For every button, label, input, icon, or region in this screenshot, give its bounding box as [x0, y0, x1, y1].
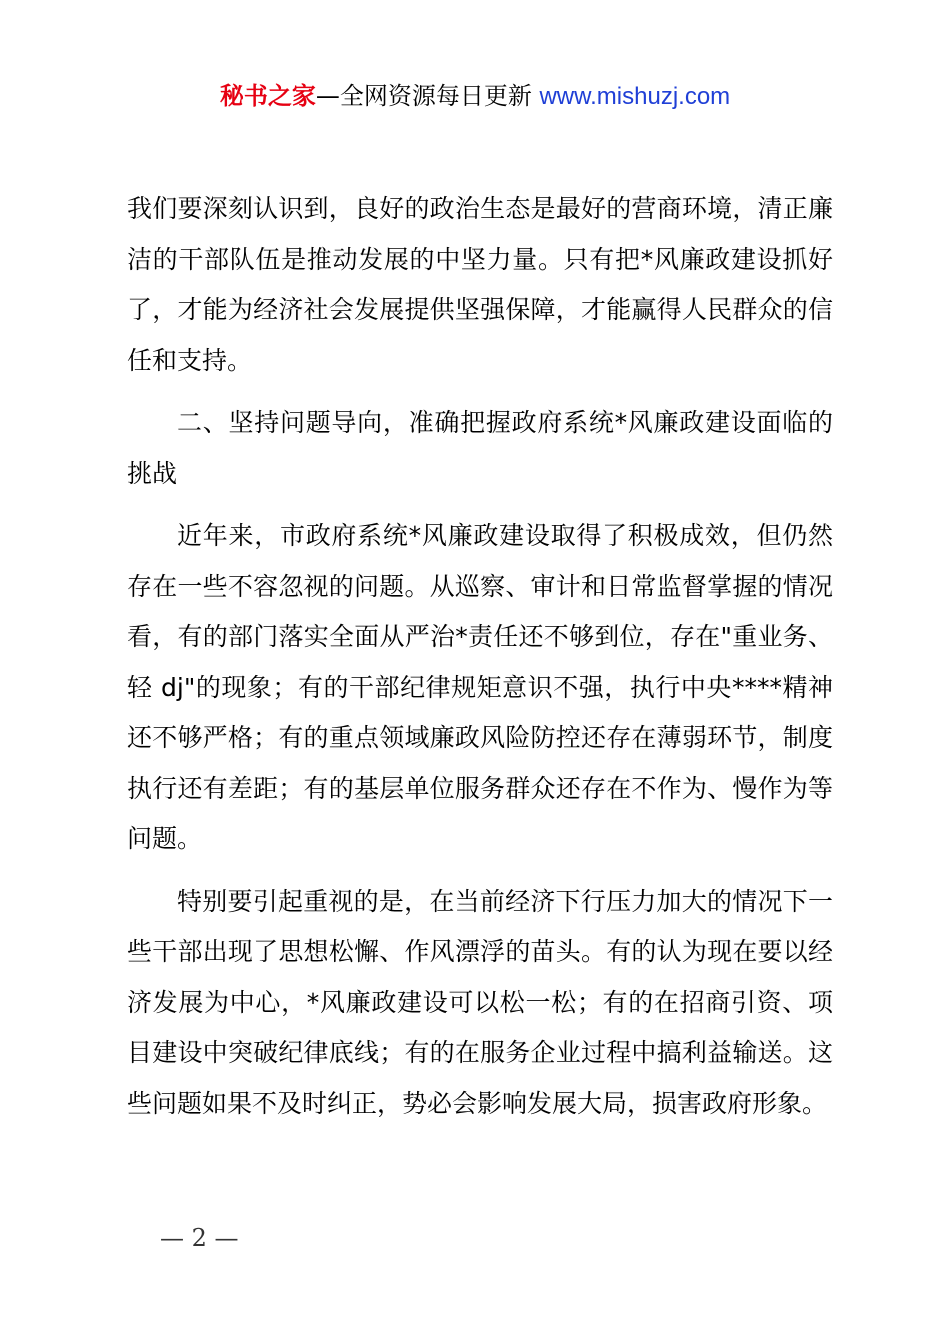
paragraph-3: 特别要引起重视的是，在当前经济下行压力加大的情况下一些干部出现了思想松懈、作风漂浮的苗头。有的认为现在要以经济发展为中心，*风廉政建设可以松一松；有的在招商引资、项目建设中突破纪律底线；有的在服务企业过程中搞利益输送。这些问题如果不及时纠正，势必会影响发展大局，损害政府形象。: [127, 886, 833, 1118]
paragraph-2: 近年来，市政府系统*风廉政建设取得了积极成效，但仍然存在一些不容忽视的问题。从巡察、审计和日常监督掌握的情况看，有的部门落实全面从严治*责任还不够到位，存在"重业务、轻 dj"的现象；有的干部纪律规矩意识不强，执行中央****精神还不够严格；有的重点领域廉政风险防控还存在薄弱环节，制度执行还有差距；有的基层单位服务群众还存在不作为、慢作为等问题。: [127, 521, 833, 853]
section-heading: 二、坚持问题导向，准确把握政府系统*风廉政建设面临的挑战: [127, 408, 833, 488]
header-tagline: —全网资源每日更新: [315, 82, 532, 110]
paragraph-1: 我们要深刻认识到，良好的政治生态是最好的营商环境，清正廉洁的干部队伍是推动发展的中坚力量。只有把*风廉政建设抓好了，才能为经济社会发展提供坚强保障，才能赢得人民群众的信任和支持。: [127, 194, 833, 375]
site-header: [0, 80, 950, 113]
document-body: [127, 184, 833, 1129]
site-url-link[interactable]: www.mishuzj.com: [539, 83, 731, 110]
page-number: — 2 —: [160, 1224, 239, 1252]
brand-name: 秘书之家: [219, 82, 316, 110]
